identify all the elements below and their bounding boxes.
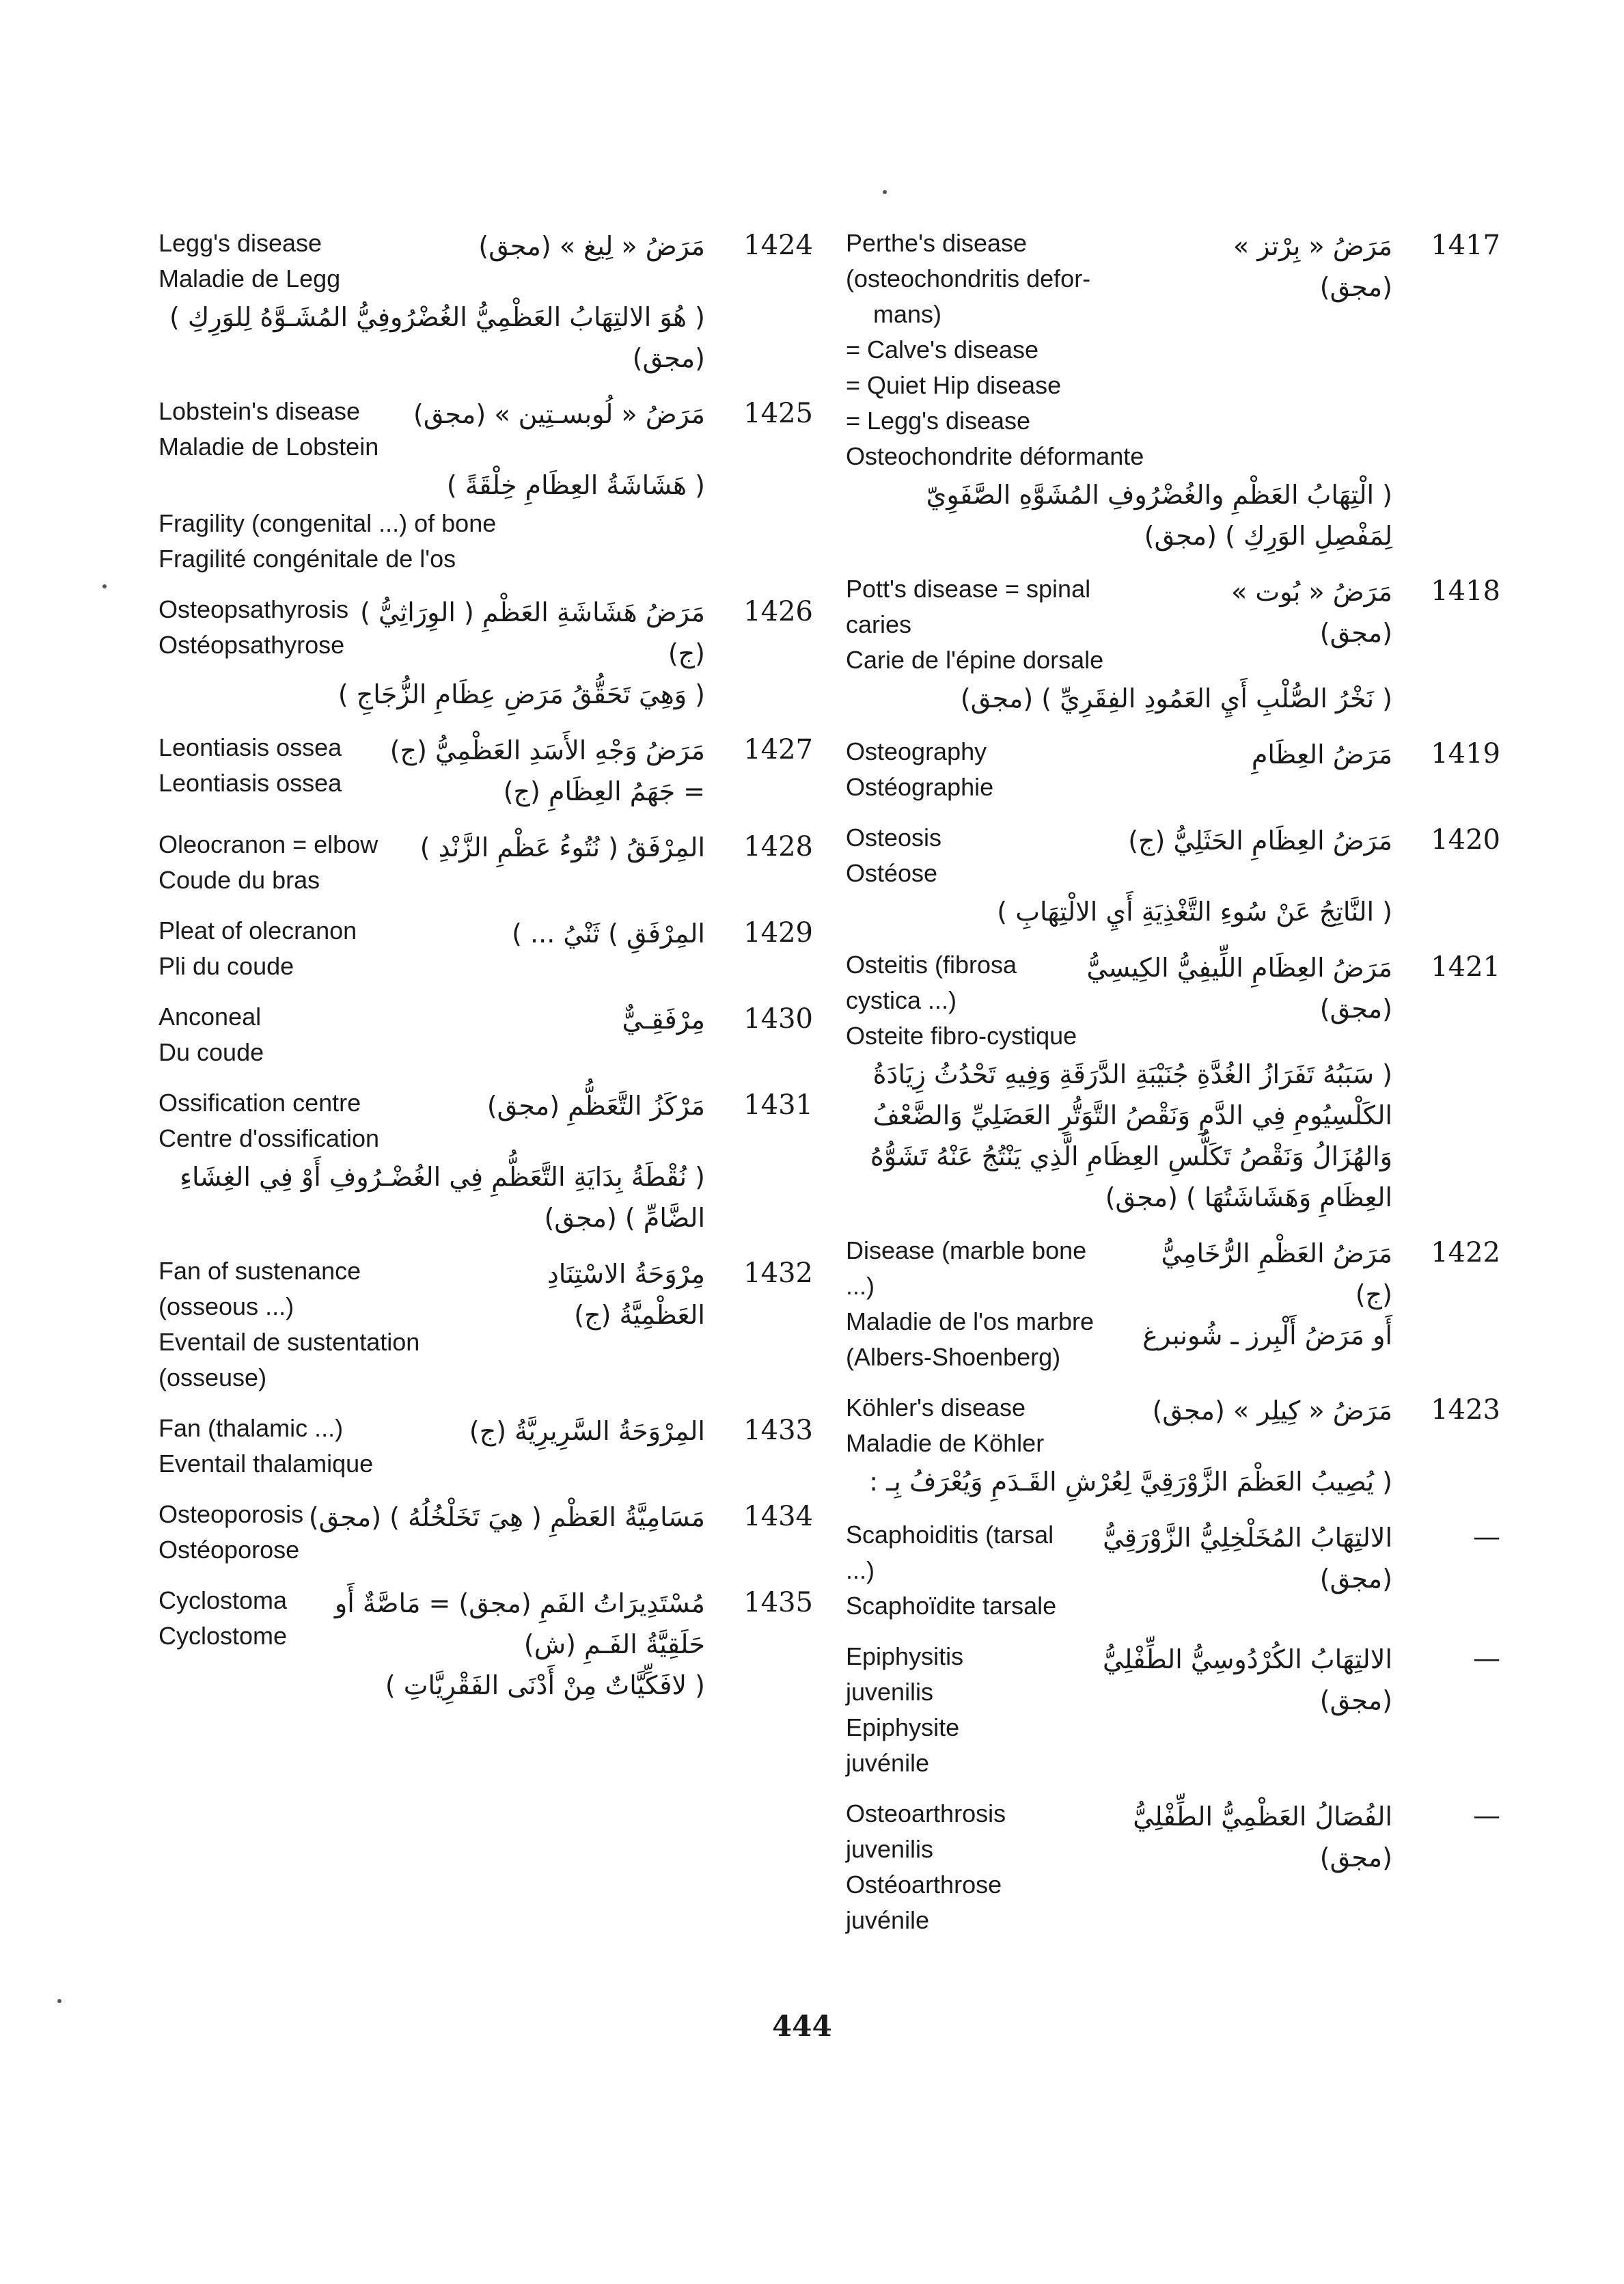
arabic-headword xyxy=(1252,734,1392,775)
english-french-terms xyxy=(159,1497,303,1568)
dictionary-entry xyxy=(159,913,813,984)
entry-number: 1420 xyxy=(1431,824,1500,856)
entry-number: 1427 xyxy=(743,734,813,765)
term-line: Ostéoporose xyxy=(159,1536,300,1564)
term-line: = Legg's disease xyxy=(846,407,1031,435)
arabic-headword xyxy=(464,1253,705,1335)
arabic-term: مَرَضُ « بِرْتز » (مجق) xyxy=(1233,231,1392,302)
additional-terms xyxy=(159,506,808,577)
english-french-terms xyxy=(846,1233,1119,1375)
english-french-terms xyxy=(159,1411,373,1482)
english-french-terms xyxy=(159,394,379,465)
term-line: Anconeal xyxy=(159,1003,262,1031)
english-french-terms xyxy=(846,1390,1044,1461)
arabic-term: مِرْفَقِـيٌّ xyxy=(622,1005,705,1035)
arabic-headword xyxy=(487,1085,705,1126)
entry-head-row xyxy=(159,1497,808,1568)
english-french-terms xyxy=(846,947,1079,1054)
term-line: Osteosis xyxy=(846,824,942,852)
arabic-headword xyxy=(469,1411,705,1452)
entry-number: 1433 xyxy=(743,1415,813,1446)
entry-head-row xyxy=(159,827,808,898)
entry-head-row xyxy=(846,734,1495,805)
term-line: Oleocranon = elbow xyxy=(159,830,379,858)
arabic-synonym: = جَهَمُ العِظَامِ (ج) xyxy=(503,776,705,806)
term-line: Pott's disease = spinal caries xyxy=(846,575,1098,638)
entry-number: 1424 xyxy=(743,230,813,261)
dictionary-entry xyxy=(846,1639,1500,1781)
english-french-terms xyxy=(846,571,1156,678)
arabic-term: الفُصَالُ العَظْمِيُّ الطِّفْلِيُّ (مجق) xyxy=(1133,1802,1392,1873)
entry-head-row xyxy=(159,730,808,812)
english-french-terms xyxy=(159,999,264,1070)
dictionary-entry xyxy=(159,999,813,1070)
term-line: Osteochondrite déformante xyxy=(846,442,1144,470)
entry-number: 1434 xyxy=(743,1501,813,1532)
arabic-headword xyxy=(622,999,705,1040)
arabic-term: مَرَضُ « بُوت » (مجق) xyxy=(1231,577,1392,648)
arabic-headword xyxy=(309,1497,705,1538)
entry-number: 1419 xyxy=(1431,738,1500,770)
term-line: Du coude xyxy=(159,1038,264,1066)
dictionary-entry xyxy=(159,730,813,812)
entry-head-row xyxy=(159,1583,808,1665)
arabic-headword xyxy=(512,913,705,954)
entry-head-row xyxy=(846,571,1495,678)
arabic-term: الالتِهَابُ المُخَلْخِلِيُّ الزَّوْرَقِيُّ (مجق) xyxy=(1103,1523,1392,1594)
dictionary-entry xyxy=(846,820,1500,932)
term-line: Osteitis (fibrosa cystica ...) xyxy=(846,951,1024,1014)
term-line: Cyclostome xyxy=(159,1622,288,1650)
term-line: Eventail de sustentation (osseuse) xyxy=(159,1328,427,1391)
term-line: Legg's disease xyxy=(159,229,322,257)
entry-number: 1428 xyxy=(743,831,813,862)
dictionary-entry xyxy=(159,226,813,379)
right-column xyxy=(846,226,1500,1953)
term-line: Coude du bras xyxy=(159,866,320,894)
entry-head-row xyxy=(846,1390,1495,1461)
arabic-term: مَرَضُ « كِيلِر » (مجق) xyxy=(1152,1396,1392,1426)
dictionary-entry xyxy=(159,1085,813,1238)
term-line: Ostéoarthrose juvénile xyxy=(846,1871,1009,1934)
arabic-term: مَرَضُ « لُوبسـتِين » (مجق) xyxy=(413,399,705,429)
term-line: Maladie de Lobstein xyxy=(159,433,379,461)
term-line: Leontiasis ossea xyxy=(159,769,342,797)
entry-number: 1422 xyxy=(1431,1237,1500,1268)
english-french-terms xyxy=(159,1253,464,1396)
arabic-term: مِرْوَحَةُ الاسْتِنَادِ العَظْمِيَّةُ (ج) xyxy=(547,1259,705,1330)
arabic-headword xyxy=(420,827,705,868)
entry-head-row xyxy=(159,999,808,1070)
english-french-terms xyxy=(159,827,378,898)
arabic-alternate-term: أَو مَرَضُ أَلْبِرز ـ شُونبرغ xyxy=(1142,1320,1392,1350)
arabic-headword xyxy=(1079,947,1392,1029)
arabic-explanation: ( يُصِيبُ العَظْمَ الزَّوْرَقِيَّ لِعُرْشِ القَـدَمِ وَيُعْرَفُ بِـ : xyxy=(869,1467,1392,1497)
arabic-term: مَرَضُ العِظَامِ الحَثَلِيُّ (ج) xyxy=(1128,826,1392,856)
entry-head-row xyxy=(846,820,1495,891)
term-line: Fragility (congenital ...) of bone xyxy=(159,509,497,537)
term-line: Ostéopsathyrose xyxy=(159,631,345,659)
english-french-terms xyxy=(159,730,342,801)
arabic-headword xyxy=(287,1583,705,1665)
entry-number: 1431 xyxy=(743,1089,813,1121)
term-line: Pleat of olecranon xyxy=(159,916,357,944)
entry-head-row xyxy=(159,913,808,984)
arabic-term: مَرَضُ العِظَامِ اللِّيفِيُّ الكِيسِيُّ (مجق) xyxy=(1086,953,1392,1024)
english-french-terms xyxy=(159,592,348,663)
english-french-terms xyxy=(159,913,357,984)
entry-number: 1430 xyxy=(743,1003,813,1035)
entry-head-row xyxy=(846,226,1495,474)
entry-head-row xyxy=(159,394,808,465)
scan-speck xyxy=(57,1999,61,2003)
arabic-term: مَرْكَزُ التَّعَظُّمِ (مجق) xyxy=(486,1091,705,1121)
term-line: Ostéose xyxy=(846,859,938,887)
arabic-headword xyxy=(1128,820,1392,861)
term-line: Scaphoiditis (tarsal ...) xyxy=(846,1521,1061,1584)
left-column xyxy=(159,226,813,1721)
term-line: Maladie de l'os marbre xyxy=(846,1307,1095,1335)
term-line: Osteoarthrosis juvenilis xyxy=(846,1799,1013,1863)
term-line: Köhler's disease xyxy=(846,1393,1026,1422)
dictionary-entry xyxy=(846,571,1500,719)
english-french-terms xyxy=(159,226,340,297)
english-french-terms xyxy=(846,226,1197,474)
english-french-terms xyxy=(846,820,941,891)
term-line: Epiphysite juvénile xyxy=(846,1713,967,1777)
arabic-term: مَرَضُ هَشَاشَةِ العَظْمِ ( الوِرَاثِيُّ ) (ج) xyxy=(360,597,705,668)
term-line: Epiphysitis juvenilis xyxy=(846,1642,971,1706)
arabic-term: المِرْفَقِ ) ثَنْيُ ... ) xyxy=(512,919,705,949)
entry-head-row xyxy=(846,1233,1495,1375)
dictionary-entry xyxy=(846,1390,1500,1502)
english-french-terms xyxy=(159,1085,379,1156)
term-line: Scaphoïdite tarsale xyxy=(846,1592,1057,1620)
term-line: Carie de l'épine dorsale xyxy=(846,646,1104,674)
entry-number: — xyxy=(1473,1800,1500,1832)
dictionary-entry xyxy=(846,947,1500,1218)
entry-number: 1421 xyxy=(1431,951,1500,983)
entry-number: 1429 xyxy=(743,917,813,949)
term-line: (Albers-Shoenberg) xyxy=(846,1343,1061,1371)
term-line: Osteography xyxy=(846,737,987,765)
entry-number: 1417 xyxy=(1431,230,1500,261)
term-line: Maladie de Legg xyxy=(159,264,341,293)
dictionary-entry xyxy=(846,1517,1500,1624)
dictionary-entry xyxy=(159,394,813,577)
arabic-headword xyxy=(1156,571,1392,653)
arabic-explanation: ( هُوَ الالتِهَابُ العَظْمِيُّ الغُضْرُوفِيُّ المُشَـوَّهُ لِلوَرِكِ ) (مجق) xyxy=(169,302,705,373)
arabic-explanation: ( نُقْطَةُ بِدَايَةِ التَّعَظُّمِ فِي الغُضْـرُوفِ أَوْ فِي الغِشَاءِ الضَّامِّ ) (مجق) xyxy=(180,1162,705,1233)
entry-head-row xyxy=(846,1517,1495,1624)
scan-speck xyxy=(883,190,887,194)
term-line: Osteite fibro-cystique xyxy=(846,1022,1077,1050)
entry-head-row xyxy=(159,1085,808,1156)
arabic-term: مَرَضُ العَظْمِ الرُّخَامِيُّ (ج) xyxy=(1161,1238,1392,1309)
arabic-term: مَرَضُ وَجْهِ الأَسَدِ العَظْمِيُّ (ج) xyxy=(389,735,705,765)
arabic-term: مَرَضُ « لِيغ » (مجق) xyxy=(478,231,705,261)
arabic-explanation: ( هَشَاشَةُ العِظَامِ خِلْقَةً ) xyxy=(446,470,705,500)
term-line: Eventail thalamique xyxy=(159,1450,374,1478)
term-line: mans) xyxy=(846,300,942,328)
arabic-explanation: ( لافَكِّيَّاتٌ مِنْ أَدْنَى الفَقْرِيَّاتِ ) xyxy=(385,1670,705,1700)
term-line: Osteoporosis xyxy=(159,1500,304,1528)
arabic-explanation: ( وَهِيَ تَحَقُّقُ مَرَضِ عِظَامِ الزُّجَاجِ ) xyxy=(338,679,705,709)
term-line: Ossification centre xyxy=(159,1089,361,1117)
english-french-terms xyxy=(159,1583,287,1654)
entry-number: — xyxy=(1473,1643,1500,1674)
entry-number: 1432 xyxy=(743,1257,813,1289)
dictionary-entry xyxy=(159,592,813,715)
scan-speck xyxy=(102,584,107,588)
dictionary-entry xyxy=(846,734,1500,805)
arabic-term: المِرْوَحَةُ السَّرِيرِيَّةُ (ج) xyxy=(469,1416,705,1446)
page-number: 444 xyxy=(772,2009,832,2043)
dictionary-entry xyxy=(846,1233,1500,1375)
entry-number: — xyxy=(1473,1521,1500,1553)
dictionary-entry xyxy=(159,1497,813,1568)
entry-head-row xyxy=(846,1639,1495,1781)
entry-head-row xyxy=(159,226,808,297)
english-french-terms xyxy=(846,1517,1062,1624)
arabic-headword xyxy=(1045,1639,1392,1721)
arabic-explanation: ( الْتِهَابُ العَظْمِ والغُضْرُوفِ المُشَوَّهِ الصَّفَوِيّ لِمَفْصِلِ الوَرِكِ ) (مجق) xyxy=(926,480,1392,551)
term-line: Cyclostoma xyxy=(159,1586,288,1614)
term-line: Fan of sustenance (osseous ...) xyxy=(159,1257,368,1320)
entry-head-row xyxy=(846,1796,1495,1938)
term-line: Fragilité congénitale de l'os xyxy=(159,545,456,573)
english-french-terms xyxy=(846,734,993,805)
dictionary-entry xyxy=(846,226,1500,556)
entry-head-row xyxy=(846,947,1495,1054)
entry-number: 1423 xyxy=(1431,1394,1500,1426)
arabic-headword xyxy=(1119,1233,1392,1356)
entry-head-row xyxy=(159,592,808,674)
term-line: Lobstein's disease xyxy=(159,397,361,425)
term-line: = Quiet Hip disease xyxy=(846,371,1062,399)
arabic-term: مَسَامِيَّةُ العَظْمِ ( هِيَ تَخَلْخُلُهُ ) (مجق) xyxy=(308,1502,705,1532)
english-french-terms xyxy=(846,1639,1045,1781)
term-line: = Calve's disease xyxy=(846,336,1039,364)
arabic-explanation: ( نَخْرُ الصُّلْبِ أَيِ العَمُودِ الفِقَرِيِّ ) (مجق) xyxy=(960,683,1392,713)
term-line: Fan (thalamic ...) xyxy=(159,1414,344,1442)
dictionary-entry xyxy=(159,1411,813,1482)
term-line: Perthe's disease (osteochondritis defor- xyxy=(846,229,1091,293)
dictionary-entry xyxy=(159,827,813,898)
arabic-headword xyxy=(1197,226,1392,308)
arabic-term: مُسْتَدِيرَاتُ الفَمِ (مجق) = مَاصَّةٌ أَو حَلَقِيَّةُ الفَـمِ (ش) xyxy=(334,1588,705,1659)
entry-number: 1425 xyxy=(743,398,813,429)
term-line: Centre d'ossification xyxy=(159,1124,380,1152)
arabic-headword xyxy=(1153,1390,1392,1431)
arabic-term: مَرَضُ العِظَامِ xyxy=(1251,739,1392,770)
entry-head-row xyxy=(159,1253,808,1396)
arabic-explanation: ( النَّاتِجُ عَنْ سُوءِ التَّغْذِيَةِ أَيِ الالْتِهَابِ ) xyxy=(997,897,1392,927)
arabic-term: المِرْفَقُ ( نُتُوءُ عَظْمِ الزَّنْدِ ) xyxy=(419,832,705,862)
arabic-headword xyxy=(413,394,705,435)
dictionary-entry xyxy=(159,1583,813,1706)
term-line: Pli du coude xyxy=(159,952,294,980)
arabic-headword xyxy=(1062,1517,1392,1599)
dictionary-entry xyxy=(846,1796,1500,1938)
arabic-headword xyxy=(478,226,705,267)
entry-head-row xyxy=(159,1411,808,1482)
entry-number: 1435 xyxy=(743,1587,813,1618)
arabic-headword xyxy=(390,730,705,812)
english-french-terms xyxy=(846,1796,1079,1938)
dictionary-entry xyxy=(159,1253,813,1396)
arabic-headword xyxy=(348,592,705,674)
term-line: Maladie de Köhler xyxy=(846,1429,1045,1457)
entry-number: 1426 xyxy=(743,596,813,627)
arabic-term: الالتِهَابُ الكُرْدُوسِيُّ الطِّفْلِيُّ (مجق) xyxy=(1103,1644,1392,1715)
entry-number: 1418 xyxy=(1431,575,1500,607)
term-line: Osteopsathyrosis xyxy=(159,595,349,623)
arabic-headword xyxy=(1079,1796,1392,1878)
term-line: Leontiasis ossea xyxy=(159,733,342,761)
term-line: Ostéographie xyxy=(846,773,994,801)
arabic-explanation: ( سَبَبُهُ تَفَرَازُ الغُدَّةِ جُنَيْبَةِ الدَّرَقَةِ وَفِيهِ تَحْدُثُ زِيَادَةُ الكَلْسِيُومِ فِي الدَّمِ وَنَقْصُ التَّوَتُّرِ العَضَلِيِّ وَالضَّعْفُ وَالهُزَالُ وَنَقْصُ تَكَلُّسِ العِظَامِ الَّذِي يَنْتُجُ عَنْهُ تَشَوُّهُ العِظَامِ وَهَشَاشَتُهَا ) (مجق) xyxy=(870,1059,1392,1212)
term-line: Disease (marble bone ...) xyxy=(846,1236,1094,1300)
